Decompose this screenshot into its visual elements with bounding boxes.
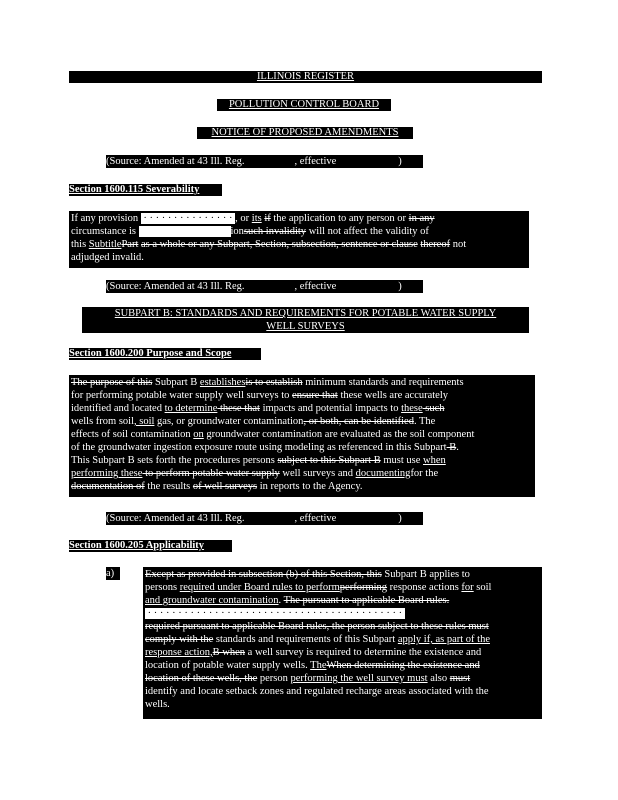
section-115-body <box>69 211 529 268</box>
scope-inserted: establishes <box>199 377 246 388</box>
subpart-heading-line-2: WELL SURVEYS <box>266 321 345 332</box>
app-deleted: When determining the existence and <box>326 660 480 671</box>
redaction-block <box>139 226 231 237</box>
scope-text: Subpart B <box>152 377 200 388</box>
app-text: standards and requirements of this Subpart <box>213 634 398 645</box>
app-deleted: B when <box>212 647 246 658</box>
scope-text: of the groundwater ingestion exposure route using modeling as referenced in this Subpart <box>71 442 447 453</box>
scope-text: impacts and potential impacts to <box>259 403 402 414</box>
notice-title-text: NOTICE OF PROPOSED AMENDMENTS <box>211 127 399 138</box>
scope-inserted: performing these <box>71 468 143 479</box>
sev-text: not <box>452 239 467 250</box>
app-inserted: and groundwater contamination <box>145 595 279 606</box>
app-inserted: performing the well survey must <box>290 673 428 684</box>
scope-deleted: is to establish <box>245 377 303 388</box>
app-deleted: comply with the <box>145 634 214 645</box>
app-text: also <box>427 673 450 684</box>
scope-text: This Subpart B sets forth the procedures persons <box>71 455 278 466</box>
sev-text: circumstance is <box>71 226 137 237</box>
section-115-heading-text: Section 1600.115 Severability <box>69 184 200 195</box>
scope-text: in reports to the Agency. <box>257 481 363 492</box>
source-3-post: ) <box>398 513 402 524</box>
scope-deleted: to perform potable water supply <box>142 468 280 479</box>
app-inserted: The <box>310 660 327 671</box>
scope-deleted: subject to this Subpart B <box>277 455 381 466</box>
sev-text: , or <box>235 213 250 224</box>
app-text: a well survey is required to determine the existence and <box>245 647 482 658</box>
app-text: Subpart B applies to <box>381 569 470 580</box>
scope-text: the results <box>144 481 193 492</box>
scope-inserted: when <box>423 455 446 466</box>
section-200-body <box>69 375 535 497</box>
scope-inserted: documenting <box>355 468 411 479</box>
app-text: person <box>257 673 291 684</box>
board-title <box>217 99 391 111</box>
scope-text: . The <box>413 416 436 427</box>
scope-text: identified and located <box>71 403 165 414</box>
sev-text: will not affect the validity of <box>308 226 429 237</box>
app-deleted: performing <box>339 582 388 593</box>
app-deleted: The pursuant to applicable Board rules. <box>283 595 450 606</box>
scope-text: gas <box>154 416 172 427</box>
sev-inserted: its <box>251 213 262 224</box>
scope-deleted: such <box>422 403 445 414</box>
source-note-3 <box>106 512 423 525</box>
source-note-1 <box>106 155 423 168</box>
sev-text: ion <box>230 226 244 237</box>
subpart-b-heading <box>82 307 529 333</box>
app-inserted: for <box>461 582 474 593</box>
scope-deleted: , or both, can be identified <box>303 416 414 427</box>
source-2-mid: , effective <box>294 281 337 292</box>
notice-title <box>197 127 413 139</box>
app-inserted: apply if, as part of the <box>397 634 490 645</box>
scope-inserted: to determine <box>164 403 218 414</box>
scope-text: . <box>456 442 459 453</box>
scope-text: these wells are accurately <box>337 390 449 401</box>
redaction-block: · · · · · · · · · · · · · · · · · · · · · · · · · · · · · · · · · · · · · · · · · · <box>145 608 405 619</box>
source-2-pre: (Source: Amended at 43 Ill. Reg. <box>106 281 245 292</box>
section-205-body <box>143 567 542 719</box>
scope-deleted: The purpose of this <box>71 377 153 388</box>
sev-deleted: if <box>264 213 271 224</box>
section-205-heading <box>69 540 232 552</box>
sev-deleted: Part <box>121 239 139 250</box>
scope-deleted: these that <box>217 403 260 414</box>
scope-inserted: , soil <box>134 416 155 427</box>
section-115-heading <box>69 184 222 196</box>
scope-inserted: on <box>193 429 204 440</box>
app-deleted: Except as provided in subsection (b) of this Section, this <box>145 569 382 580</box>
scope-deleted: documentation of <box>71 481 145 492</box>
app-text: . <box>278 595 284 606</box>
app-deleted: location of these wells, the <box>145 673 258 684</box>
scope-text: groundwater contamination are evaluated as the soil component <box>203 429 475 440</box>
app-text: wells. <box>145 699 170 710</box>
sev-text: the application to any person or <box>273 213 407 224</box>
sev-inserted: Subtitle <box>88 239 122 250</box>
scope-text: well surveys and <box>279 468 356 479</box>
app-text: persons <box>145 582 180 593</box>
app-text: response actions <box>387 582 462 593</box>
scope-text: minimum standards and requirements <box>302 377 464 388</box>
source-note-2 <box>106 280 423 293</box>
app-deleted: required pursuant to applicable Board rules, the person subject to these rules must <box>145 621 489 632</box>
source-1-mid: , effective <box>294 156 337 167</box>
section-200-heading-text: Section 1600.200 Purpose and Scope <box>69 348 232 359</box>
sev-text: adjudged invalid. <box>71 252 144 263</box>
sev-deleted: in any <box>408 213 435 224</box>
subpart-heading-line-1: SUBPART B: STANDARDS AND REQUIREMENTS FOR POTABLE WATER SUPPLY <box>114 308 497 319</box>
sev-text: this <box>71 239 87 250</box>
register-title <box>69 71 542 83</box>
source-1-pre: (Source: Amended at 43 Ill. Reg. <box>106 156 245 167</box>
scope-text: , or groundwater contamination <box>171 416 304 427</box>
scope-text: for performing potable water supply well surveys to <box>71 390 293 401</box>
section-200-heading <box>69 348 261 360</box>
scope-text: effects of soil contamination <box>71 429 194 440</box>
scope-text: for the <box>410 468 439 479</box>
source-2-post: ) <box>398 281 402 292</box>
scope-deleted: ensure that <box>292 390 338 401</box>
source-1-post: ) <box>398 156 402 167</box>
sev-deleted: such invalidity <box>243 226 307 237</box>
scope-text: must use <box>380 455 424 466</box>
app-deleted: must <box>449 673 471 684</box>
scope-deleted: of well surveys <box>192 481 258 492</box>
app-text: soil <box>473 582 492 593</box>
app-text: location of potable water supply wells. <box>145 660 311 671</box>
source-3-mid: , effective <box>294 513 337 524</box>
source-3-pre: (Source: Amended at 43 Ill. Reg. <box>106 513 245 524</box>
section-205-heading-text: Section 1600.205 Applicability <box>69 540 205 551</box>
subsection-a-label-text: a) <box>106 568 115 579</box>
app-inserted: response action, <box>145 647 213 658</box>
scope-inserted: these <box>401 403 423 414</box>
sev-text: If any provision <box>71 213 139 224</box>
register-title-text: ILLINOIS REGISTER <box>256 71 355 82</box>
sev-deleted: thereof <box>420 239 451 250</box>
scope-text: wells from soil <box>71 416 134 427</box>
board-title-text: POLLUTION CONTROL BOARD <box>228 99 380 110</box>
app-text: identify and locate setback zones and regulated recharge areas associated with the <box>145 686 489 697</box>
subsection-a-label <box>106 567 120 580</box>
app-inserted: required under Board rules to perform <box>179 582 340 593</box>
sev-deleted: as a whole or any Subpart, Section, subsection, sentence or clause <box>141 239 418 250</box>
scope-deleted: B <box>446 442 457 453</box>
redaction-block: · · · · · · · · · · · · · · · <box>140 213 236 224</box>
